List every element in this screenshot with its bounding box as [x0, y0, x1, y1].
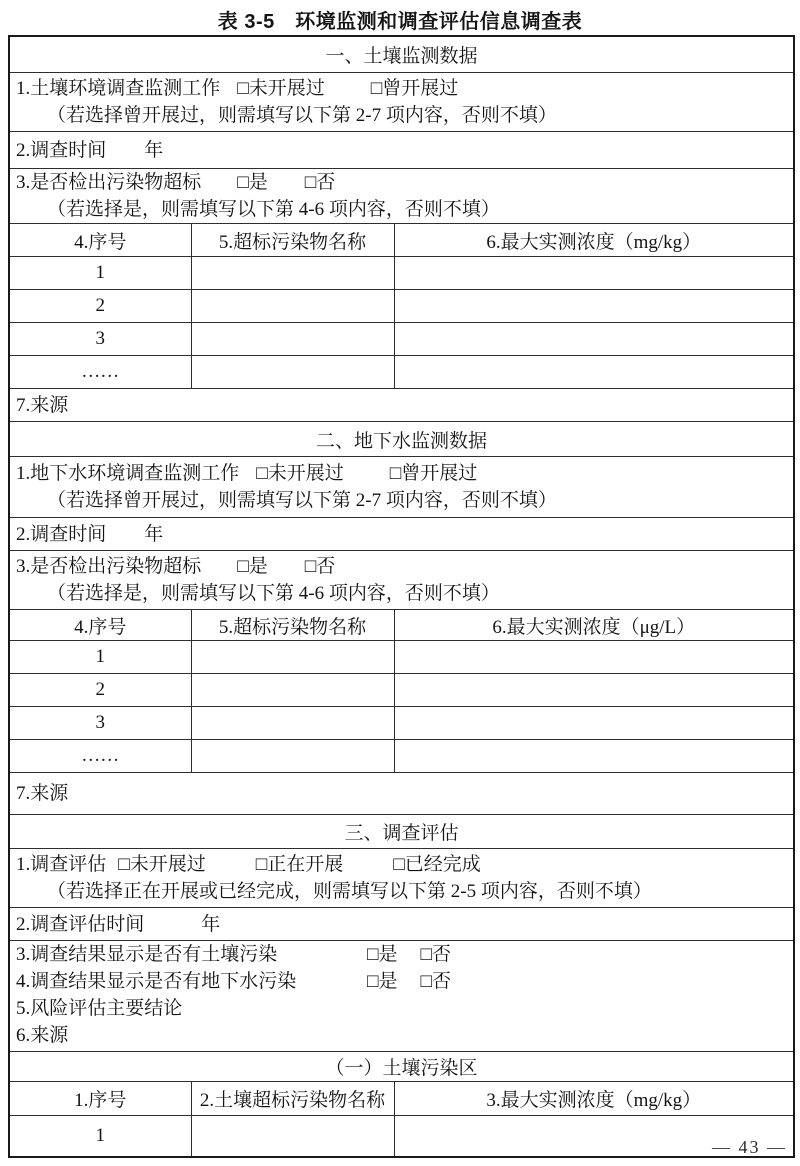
gw-q2-line: 2.调查时间 年: [16, 523, 164, 545]
cell-seq: 2: [9, 674, 191, 707]
section-soil-zone-header-row: [9, 1052, 794, 1082]
cell-concentration: [394, 356, 794, 389]
gw-subtable-header-row: [9, 610, 794, 641]
soil-col-pollutant: 5.超标污染物名称: [191, 224, 394, 257]
checkbox-option-yes: □是: [367, 944, 398, 965]
table-row: [9, 674, 794, 707]
assess-q3-label: 3.调查结果显示是否有土壤污染: [16, 944, 278, 965]
checkbox-option-yes: □是: [237, 556, 268, 577]
cell-pollutant: [191, 707, 394, 740]
checkbox-option-in-progress: □正在开展: [255, 854, 344, 875]
section-groundwater-header: 二、地下水监测数据: [9, 422, 794, 457]
soil-q1-row: [9, 73, 794, 132]
gw-source-row: [9, 773, 794, 815]
soil-q1-line: [10, 75, 793, 102]
section-soil-zone-header: （一）土壤污染区: [9, 1052, 794, 1082]
cell-concentration: [394, 740, 794, 773]
cell-seq: 3: [9, 323, 191, 356]
checkbox-option-not-conducted: □未开展过: [237, 78, 325, 99]
table-row: [9, 257, 794, 290]
checkbox-option-yes: □是: [237, 172, 268, 193]
cell-seq: ……: [9, 740, 191, 773]
cell-pollutant: [191, 356, 394, 389]
cell-seq: 2: [9, 290, 191, 323]
table-row: [9, 290, 794, 323]
gw-q1-note: （若选择曾开展过，则需填写以下第 2-7 项内容，否则不填）: [47, 490, 557, 511]
section-groundwater-header-row: [9, 422, 794, 457]
assess-q1-row: [9, 849, 794, 908]
cell-seq: 3: [9, 707, 191, 740]
cell-concentration: [394, 674, 794, 707]
assess-q1-line: [10, 851, 793, 878]
cell-concentration: [394, 707, 794, 740]
checkbox-option-no: □否: [420, 944, 451, 965]
gw-q3-label: 3.是否检出污染物超标: [16, 556, 202, 577]
assess-q2-row: [9, 908, 794, 941]
gw-source-label: 7.来源: [16, 783, 69, 804]
gw-q3-row: [9, 551, 794, 610]
checkbox-option-not-started: □未开展过: [118, 854, 206, 875]
cell-seq: ……: [9, 356, 191, 389]
checkbox-option-conducted: □曾开展过: [370, 78, 459, 99]
soil-col-concentration: 6.最大实测浓度（mg/kg）: [394, 224, 794, 257]
gw-q3-note: （若选择是，则需填写以下第 4-6 项内容，否则不填）: [47, 583, 500, 604]
soil-col-seq: 4.序号: [9, 224, 191, 257]
assess-q1-label: 1.调查评估: [16, 854, 107, 875]
assess-q3-line: [10, 941, 793, 968]
soil-q2-line: 2.调查时间 年: [16, 139, 164, 161]
assess-q5-line: 5.风险评估主要结论: [16, 998, 183, 1019]
cell-pollutant: [191, 323, 394, 356]
cell-concentration: [394, 641, 794, 674]
section-assessment-header: 三、调查评估: [9, 815, 794, 849]
zone-col-concentration: 3.最大实测浓度（mg/kg）: [394, 1082, 794, 1116]
soil-q3-line: [10, 169, 793, 196]
section-soil-header: 一、土壤监测数据: [9, 36, 794, 73]
gw-col-pollutant: 5.超标污染物名称: [191, 610, 394, 641]
cell-pollutant: [191, 641, 394, 674]
checkbox-option-no: □否: [304, 556, 336, 577]
section-assessment-header-row: [9, 815, 794, 849]
checkbox-option-no: □否: [420, 971, 451, 992]
assess-q2-line: 2.调查评估时间 年: [16, 913, 221, 935]
table-row: [9, 707, 794, 740]
soil-q2-row: [9, 132, 794, 169]
cell-seq: 1: [9, 257, 191, 290]
section-soil-header-row: [9, 36, 794, 73]
assess-q6-line: 6.来源: [16, 1025, 69, 1046]
checkbox-option-yes: □是: [367, 971, 398, 992]
cell-concentration: [394, 257, 794, 290]
table-row: [9, 1116, 794, 1158]
soil-source-row: [9, 389, 794, 422]
page-title: 表 3-5 环境监测和调查评估信息调查表: [217, 11, 583, 33]
checkbox-option-not-conducted: □未开展过: [256, 463, 344, 484]
cell-pollutant: [191, 290, 394, 323]
soil-q3-row: [9, 169, 794, 224]
table-row: [9, 641, 794, 674]
assess-results-row: [9, 941, 794, 1052]
page-number: — 43 —: [712, 1137, 787, 1157]
checkbox-option-no: □否: [304, 172, 336, 193]
gw-q3-line: [10, 553, 793, 580]
cell-pollutant: [191, 257, 394, 290]
zone-col-seq: 1.序号: [9, 1082, 191, 1116]
checkbox-option-conducted: □曾开展过: [389, 463, 478, 484]
cell-concentration: [394, 290, 794, 323]
table-row: [9, 740, 794, 773]
soil-q3-label: 3.是否检出污染物超标: [16, 172, 202, 193]
gw-q1-row: [9, 457, 794, 518]
cell-pollutant: [191, 740, 394, 773]
checkbox-option-completed: □已经完成: [393, 854, 481, 875]
soil-q1-note: （若选择曾开展过，则需填写以下第 2-7 项内容，否则不填）: [47, 105, 557, 126]
cell-pollutant: [191, 1116, 394, 1158]
assess-q4-line: [10, 968, 793, 995]
cell-pollutant: [191, 674, 394, 707]
gw-q2-row: [9, 518, 794, 551]
gw-q1-line: [10, 460, 793, 487]
gw-q1-label: 1.地下水环境调查监测工作: [16, 463, 240, 484]
cell-seq: 1: [9, 1116, 191, 1158]
gw-col-seq: 4.序号: [9, 610, 191, 641]
survey-form-table: [8, 35, 795, 1158]
gw-col-concentration: 6.最大实测浓度（μg/L）: [394, 610, 794, 641]
table-row: [9, 356, 794, 389]
assess-q1-note: （若选择正在开展或已经完成，则需填写以下第 2-5 项内容，否则不填）: [47, 881, 652, 902]
zone-col-pollutant: 2.土壤超标污染物名称: [191, 1082, 394, 1116]
soil-subtable-header-row: [9, 224, 794, 257]
table-row: [9, 323, 794, 356]
cell-seq: 1: [9, 641, 191, 674]
soil-q3-note: （若选择是，则需填写以下第 4-6 项内容，否则不填）: [47, 199, 500, 220]
soil-source-label: 7.来源: [16, 394, 69, 416]
cell-concentration: [394, 323, 794, 356]
soil-q1-label: 1.土壤环境调查监测工作: [16, 78, 221, 99]
zone-subtable-header-row: [9, 1082, 794, 1116]
assess-q4-label: 4.调查结果显示是否有地下水污染: [16, 971, 297, 992]
